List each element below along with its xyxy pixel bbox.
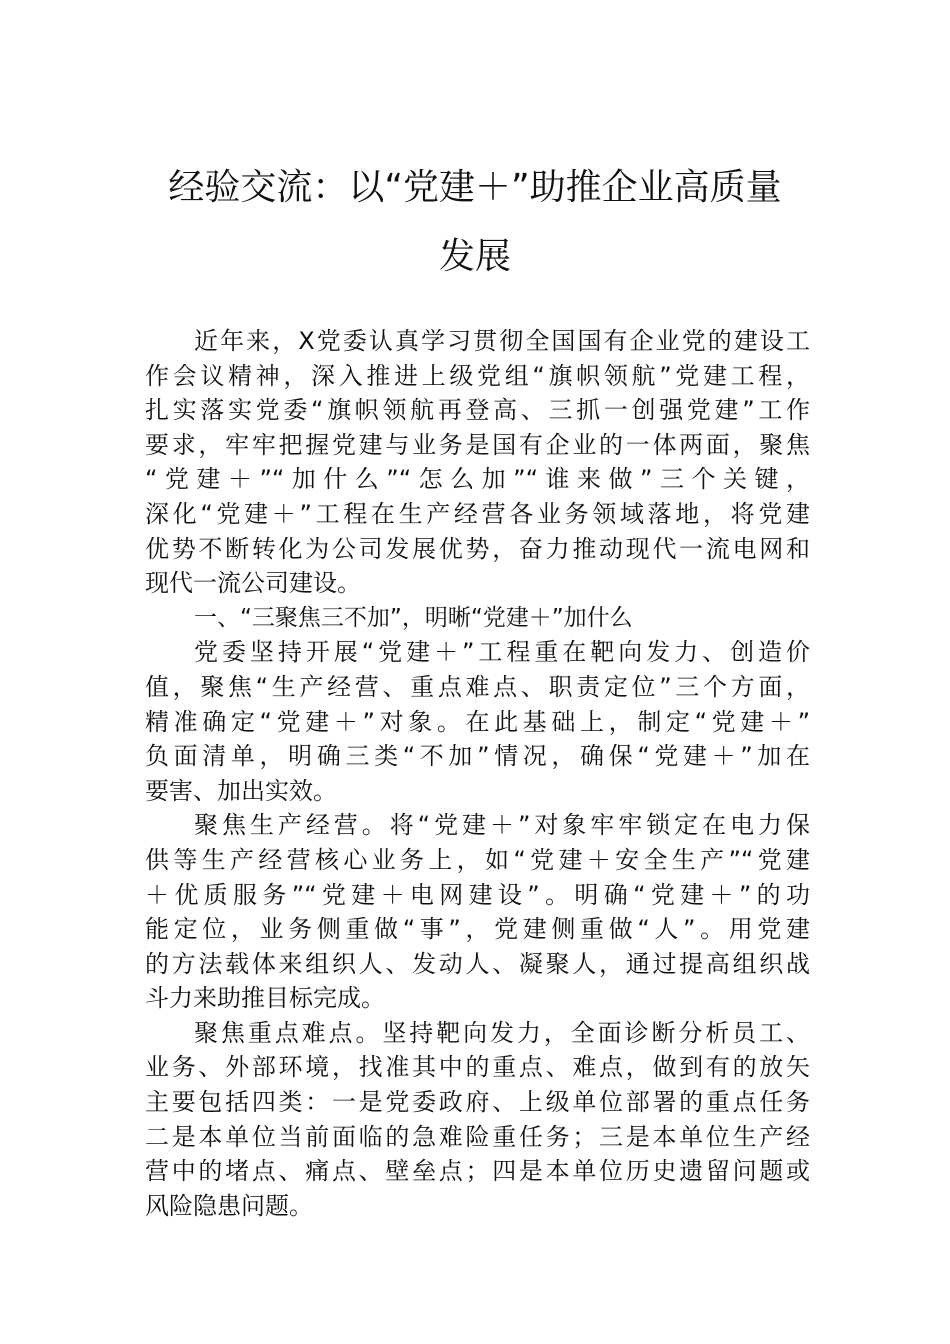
paragraph-line: 近年来，X党委认真学习贯彻全国国有企业党的建设工 [194, 327, 810, 355]
paragraph-line: 现代一流公司建设。 [145, 569, 361, 598]
paragraph-line: 风险隐患问题。 [145, 1191, 313, 1220]
paragraph-line: “党建＋”“加什么”“怎么加”“谁来做”三个关键， [145, 465, 810, 494]
paragraph-line: 负面清单，明确三类“不加”情况，确保“党建＋”加在 [145, 742, 810, 771]
paragraph-line: 的方法载体来组织人、发动人、凝聚人，通过提高组织战 [145, 949, 810, 978]
paragraph-line: ＋优质服务”“党建＋电网建设”。明确“党建＋”的功 [145, 880, 810, 909]
paragraph-line: 精准确定“党建＋”对象。在此基础上，制定“党建＋” [145, 707, 810, 736]
paragraph-line: 作会议精神，深入推进上级党组“旗帜领航”党建工程， [145, 361, 810, 390]
paragraph-line: 优势不断转化为公司发展优势，奋力推动现代一流电网和 [145, 534, 810, 563]
paragraph-line: 要害、加出实效。 [145, 776, 337, 805]
paragraph-line: 聚焦生产经营。将“党建＋”对象牢牢锁定在电力保 [194, 811, 810, 840]
paragraph-line: 值，聚焦“生产经营、重点难点、职责定位”三个方面， [145, 672, 810, 701]
document-title-line-1: 经验交流：以“党建＋”助推企业高质量 [168, 167, 782, 208]
section-heading: 一、“三聚焦三不加”，明晰“党建＋”加什么 [194, 604, 633, 631]
paragraph-line: 营中的堵点、痛点、壁垒点；四是本单位历史遗留问题或 [145, 1157, 810, 1186]
paragraph-line: 扎实落实党委“旗帜领航再登高、三抓一创强党建”工作 [145, 396, 810, 425]
paragraph-line: 要求，牢牢把握党建与业务是国有企业的一体两面，聚焦 [145, 430, 810, 459]
paragraph-line: 主要包括四类：一是党委政府、上级单位部署的重点任务 [145, 1088, 810, 1117]
paragraph-line: 深化“党建＋”工程在生产经营各业务领域落地，将党建 [145, 499, 810, 528]
paragraph-line: 斗力来助推目标完成。 [145, 984, 385, 1013]
paragraph-line: 业务、外部环境，找准其中的重点、难点，做到有的放矢 [145, 1053, 810, 1082]
paragraph-line: 聚焦重点难点。坚持靶向发力，全面诊断分析员工、 [194, 1018, 810, 1047]
paragraph-line: 能定位，业务侧重做“事”，党建侧重做“人”。用党建 [145, 915, 810, 944]
document-body [145, 324, 810, 1223]
paragraph-line: 党委坚持开展“党建＋”工程重在靶向发力、创造价 [194, 638, 810, 667]
paragraph-line: 二是本单位当前面临的急难险重任务；三是本单位生产经 [145, 1122, 810, 1151]
document-title-line-2: 发展 [438, 236, 511, 277]
paragraph-line: 供等生产经营核心业务上，如“党建＋安全生产”“党建 [145, 845, 810, 874]
